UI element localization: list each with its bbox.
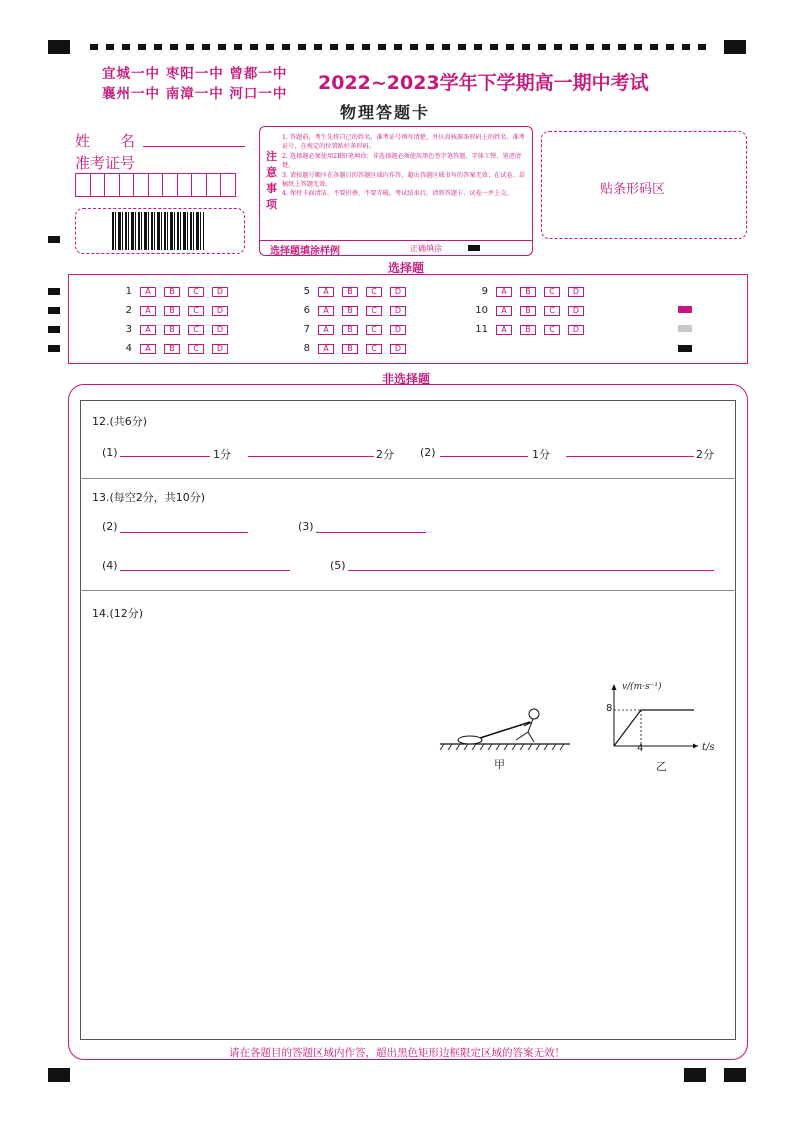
notice-box [259,126,533,256]
correct-fill-label: 正确填涂 [410,244,442,253]
fill-example-label: 选择题填涂样例 [270,246,340,257]
fill-example-row [260,240,532,255]
choice-option-bubble[interactable]: B [342,287,358,297]
choice-question-number: 6 [303,305,310,316]
choice-option-bubble[interactable]: D [390,344,406,354]
id-number-grid[interactable] [75,173,235,197]
side-mark [48,326,60,333]
q13-part4-label: (4) [102,559,118,572]
footer-warning: 请在各题目的答题区域内作答，超出黑色矩形边框限定区域的答案无效！ [229,1047,565,1059]
q13-part5-label: (5) [330,559,346,572]
name-label: 姓 名 [75,132,136,150]
notice-side-label: 注意事项 [266,150,277,211]
choice-option-bubble[interactable]: B [342,306,358,316]
school-list-row-2: 襄州一中 南漳一中 河口一中 [102,86,288,102]
choice-option-bubble[interactable]: B [164,344,180,354]
choice-option-bubble[interactable]: B [520,325,536,335]
choice-option-bubble[interactable]: C [188,306,204,316]
corner-mark-top-left [48,40,70,54]
corner-mark-bottom-right-a [684,1068,706,1082]
q13-part2-label: (2) [102,520,118,533]
notice-item: 3. 请按题号顺序在各题目的答题区域内作答，超出答题区域书写的答案无效；在试卷、草稿纸上答题无效。 [282,171,525,189]
choice-option-bubble[interactable]: D [390,287,406,297]
q12-part1-blank-b[interactable] [248,456,374,457]
choice-option-bubble[interactable]: D [212,306,228,316]
choice-question-8 [290,343,414,354]
q12-part1-score-a: 1分 [213,448,231,461]
color-mark-gray [678,325,692,332]
choice-option-bubble[interactable]: A [318,306,334,316]
corner-mark-bottom-left [48,1068,70,1082]
choice-question-number: 1 [125,286,132,297]
choice-option-bubble[interactable]: A [140,344,156,354]
color-mark-magenta [678,306,692,313]
q12-part2-blank-a[interactable] [440,456,528,457]
q12-part1-blank-a[interactable] [120,456,210,457]
q13-part4-blank[interactable] [120,570,290,571]
divider [80,478,736,479]
corner-mark-top-right [724,40,746,54]
q13-part5-blank[interactable] [348,570,714,571]
choice-question-2 [112,305,236,316]
choice-option-bubble[interactable]: C [188,287,204,297]
divider [80,590,736,591]
figure-jia-label: 甲 [494,758,505,771]
choice-option-bubble[interactable]: A [140,287,156,297]
choice-question-number: 5 [303,286,310,297]
side-mark [48,236,60,243]
choice-question-9 [468,286,592,297]
choice-option-bubble[interactable]: D [212,344,228,354]
choice-option-bubble[interactable]: C [188,325,204,335]
color-mark-black [678,345,692,352]
choice-option-bubble[interactable]: D [212,325,228,335]
choice-option-bubble[interactable]: D [390,325,406,335]
graph-y-tick: 8 [606,703,613,714]
choice-question-number: 9 [481,286,488,297]
barcode-sticker-label: 贴条形码区 [600,182,666,197]
choice-option-bubble[interactable]: A [496,306,512,316]
id-label: 准考证号 [75,154,136,172]
figure-yi-label: 乙 [656,760,667,773]
choice-option-bubble[interactable]: C [188,344,204,354]
graph-y-axis-label: v/(m·s⁻¹) [622,682,662,692]
figure-jia-drawing [438,700,572,752]
q12-part2-score-a: 1分 [532,448,550,461]
q12-part1-score-b: 2分 [376,448,394,461]
choice-question-3 [112,324,236,335]
timing-track [90,44,710,50]
q13-title: 13.(每空2分，共10分) [92,491,206,504]
choice-option-bubble[interactable]: D [568,287,584,297]
graph-x-tick: 4 [637,743,644,754]
q13-part2-blank[interactable] [120,532,248,533]
choice-question-11 [468,324,592,335]
corner-mark-bottom-right-b [724,1068,746,1082]
exam-title: 2022~2023学年下学期高一期中考试 [318,72,649,94]
choice-question-4 [112,343,236,354]
choice-option-bubble[interactable]: B [164,287,180,297]
choice-question-6 [290,305,414,316]
choice-question-number: 10 [475,305,488,316]
choice-option-bubble[interactable]: C [544,325,560,335]
choice-option-bubble[interactable]: A [496,287,512,297]
notice-item: 2. 选择题必须使用2B铅笔填涂；非选择题必须使用黑色签字笔答题，字体工整、笔迹清楚。 [282,152,522,170]
choice-option-bubble[interactable]: A [496,325,512,335]
choice-option-bubble[interactable]: C [366,287,382,297]
barcode-image [112,212,204,250]
choice-question-1 [112,286,236,297]
choice-option-bubble[interactable]: A [140,306,156,316]
side-mark [48,345,60,352]
school-list-row-1: 宜城一中 枣阳一中 曾都一中 [102,66,288,82]
notice-list [282,133,530,199]
q12-part2-blank-b[interactable] [566,456,694,457]
choice-question-number: 3 [125,324,132,335]
side-mark [48,307,60,314]
side-mark [48,288,60,295]
choice-option-bubble[interactable]: D [212,287,228,297]
choice-option-bubble[interactable]: D [568,306,584,316]
q13-part3-label: (3) [298,520,314,533]
choice-question-10 [468,305,592,316]
q12-title: 12.(共6分) [92,415,148,428]
notice-item: 4. 保持卡面清洁，不要折叠、不要弄破，考试结束后，请将答题卡、试卷一并上交。 [282,190,513,198]
choice-option-bubble[interactable]: C [544,306,560,316]
choice-question-number: 4 [125,343,132,354]
choice-section-title: 选择题 [388,261,425,275]
q12-part1-label: (1) [102,446,118,459]
notice-item: 1. 答题前，考生先将自己的姓名、准考证号填写清楚，并认真核准条形码上的姓名、准考证号，在规定的位置贴好条形码。 [282,134,525,151]
choice-option-bubble[interactable]: C [366,306,382,316]
choice-question-7 [290,324,414,335]
choice-option-bubble[interactable]: B [520,287,536,297]
choice-option-bubble[interactable]: B [164,306,180,316]
choice-option-bubble[interactable]: C [366,325,382,335]
sheet-subtitle: 物理答题卡 [340,103,431,122]
choice-option-bubble[interactable]: A [318,287,334,297]
choice-option-bubble[interactable]: B [342,344,358,354]
nonchoice-section-title: 非选择题 [382,372,431,386]
choice-option-bubble[interactable]: C [366,344,382,354]
choice-option-bubble[interactable]: B [164,325,180,335]
choice-question-number: 11 [475,324,488,335]
choice-option-bubble[interactable]: A [318,344,334,354]
choice-option-bubble[interactable]: A [318,325,334,335]
choice-question-number: 8 [303,343,310,354]
choice-question-number: 2 [125,305,132,316]
choice-option-bubble[interactable]: B [342,325,358,335]
q12-part2-label: (2) [420,446,436,459]
choice-option-bubble[interactable]: A [140,325,156,335]
correct-fill-swatch [468,245,480,251]
q12-part2-score-b: 2分 [696,448,714,461]
q13-part3-blank[interactable] [316,532,426,533]
choice-option-bubble[interactable]: B [520,306,536,316]
choice-option-bubble[interactable]: C [544,287,560,297]
name-field[interactable] [143,146,245,147]
choice-question-number: 7 [303,324,310,335]
graph-x-axis-label: t/s [702,742,715,753]
q14-title: 14.(12分) [92,607,144,620]
choice-question-5 [290,286,414,297]
choice-option-bubble[interactable]: D [568,325,584,335]
choice-option-bubble[interactable]: D [390,306,406,316]
